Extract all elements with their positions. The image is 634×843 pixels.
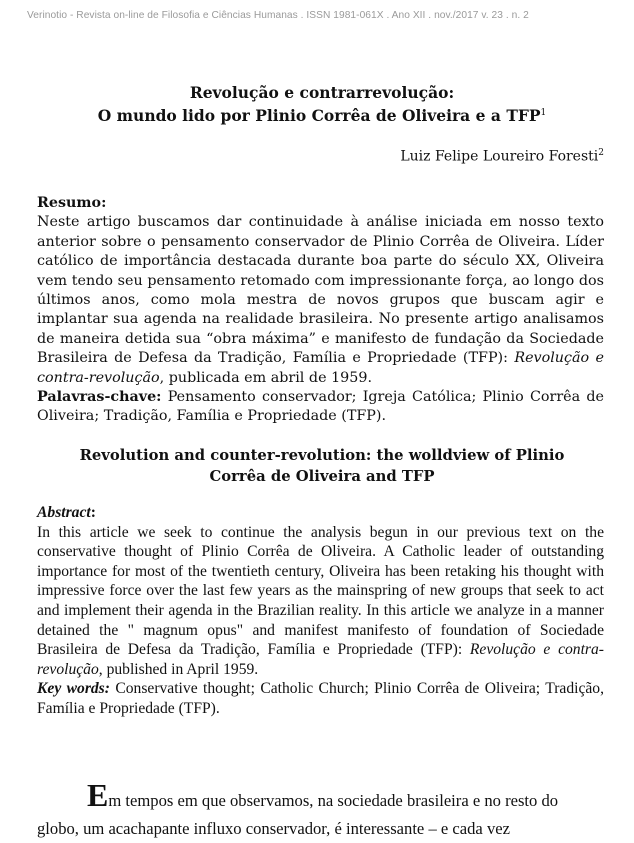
body-paragraph <box>37 777 604 843</box>
drop-cap-letter: E <box>87 777 109 813</box>
author-name: Luiz Felipe Loureiro Foresti <box>400 148 599 165</box>
resumo-body: Neste artigo buscamos dar continuidade à análise iniciada em nosso texto anterior sobre o pensamento conservador de Plinio Corrêa de Oliveira. Líder católico de importância destacada durante boa parte do século XX, Oliveira vem tendo seu pensamento retomado com impressionante força, ao longo dos últimos anos, como mola mestra de novos grupos que buscam agir e implantar sua agenda na realidade brasileira. No presente artigo analisamos de maneira detida sua “obra máxima” e manifesto de fundação da Sociedade Brasileira de Defesa da Tradição, Família e Propriedade (TFP): <box>37 214 604 367</box>
palavras-chave-text: Pensamento conservador; Igreja Católica; Plinio Corrêa de Oliveira; Tradição, Família e Propriedade (TFP). <box>37 389 604 425</box>
english-title-line-2: Corrêa de Oliveira and TFP <box>209 468 435 485</box>
title-footnote-marker[interactable]: 1 <box>540 108 547 118</box>
english-title-line-1: Revolution and counter-revolution: the wolldview of Plinio <box>79 447 565 464</box>
palavras-chave-heading: Palavras-chave: <box>37 389 162 406</box>
title-line-1: Revolução e contrarrevolução: <box>189 83 455 102</box>
resumo-body-end: , publicada em abril de 1959. <box>159 369 373 386</box>
key-words <box>37 679 604 718</box>
english-title <box>30 445 614 487</box>
title-line-2-text: O mundo lido por Plinio Corrêa de Oliveira e a TFP <box>97 106 541 126</box>
resumo-section <box>37 194 604 427</box>
palavras-chave <box>37 388 604 427</box>
body-paragraph-text: m tempos em que observamos, na sociedade brasileira e no resto do globo, um acachapante influxo conservador, é interessante – e cada vez <box>37 791 559 838</box>
article-title <box>30 82 614 126</box>
abstract-heading-line <box>37 503 604 523</box>
key-words-heading: Key words: <box>37 680 110 698</box>
author-line <box>400 148 604 165</box>
title-line-2 <box>30 103 614 126</box>
abstract-text <box>37 523 604 680</box>
resumo-work-title: Revolução e contra-revolução <box>37 350 604 386</box>
abstract-work-title: Revolução e contra-revolução <box>37 641 604 678</box>
abstract-heading-colon: : <box>90 504 96 521</box>
abstract-heading: Abstract <box>37 504 91 521</box>
key-words-text: Conservative thought; Catholic Church; Plinio Corrêa de Oliveira; Tradição, Família e Propriedade (TFP). <box>37 680 604 717</box>
abstract-section <box>37 503 604 719</box>
resumo-text <box>37 213 604 388</box>
author-footnote-marker[interactable]: 2 <box>598 148 604 158</box>
resumo-heading: Resumo: <box>37 195 107 211</box>
abstract-body: In this article we seek to continue the analysis begun in our previous text on the conservative thought of Plinio Corrêa de Oliveira. A Catholic leader of outstanding importance for most of the twentieth century, Oliveira has been retaking his thought with impressive force over the last few years as the mainspring of new groups that seek to act and implement their agenda in the Brazilian reality. In this article we analyze in a manner detained the " magnum opus" and manifest manifesto of foundation of Sociedade Brasileira de Defesa da Tradição, Família e Propriedade (TFP): <box>37 523 604 659</box>
running-header: Verinotio - Revista on-line de Filosofia e Ciências Humanas . ISSN 1981-061X . Ano XII . nov./2017 v. 23 . n. 2 <box>27 10 529 21</box>
abstract-body-end: , published in April 1959. <box>98 660 259 678</box>
